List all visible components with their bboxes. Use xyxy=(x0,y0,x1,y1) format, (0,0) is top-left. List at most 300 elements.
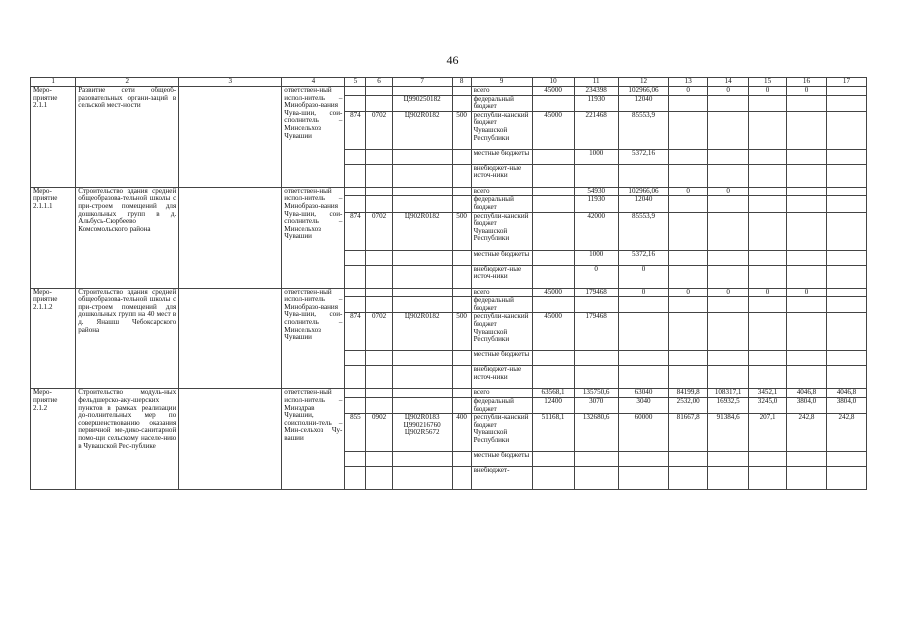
cell-amount xyxy=(749,313,787,351)
event-col3 xyxy=(179,389,282,490)
cell-amount xyxy=(749,164,787,187)
cell-grbs xyxy=(345,250,366,265)
cell-section xyxy=(366,87,392,96)
cell-amount xyxy=(708,164,749,187)
cell-funding-source: внебюджет-ные источ-ники xyxy=(471,265,532,288)
header-row xyxy=(31,78,867,87)
header-cell: 6 xyxy=(366,78,392,87)
cell-amount xyxy=(532,467,574,490)
cell-grbs xyxy=(345,351,366,366)
cell-grbs: 874 xyxy=(345,313,366,351)
cell-amount xyxy=(708,366,749,389)
cell-amount xyxy=(786,212,826,250)
cell-amount xyxy=(826,164,866,187)
cell-target-article xyxy=(392,467,452,490)
cell-section xyxy=(366,467,392,490)
cell-amount: 1000 xyxy=(574,149,618,164)
cell-expense-type xyxy=(452,351,471,366)
cell-target-article xyxy=(392,250,452,265)
cell-amount: 132680,6 xyxy=(574,414,618,452)
cell-grbs xyxy=(345,149,366,164)
cell-amount: 12040 xyxy=(618,95,668,111)
cell-amount: 3804,0 xyxy=(826,397,866,413)
cell-amount xyxy=(669,250,708,265)
cell-amount xyxy=(786,366,826,389)
cell-expense-type xyxy=(452,389,471,398)
cell-amount xyxy=(826,313,866,351)
cell-section: 0702 xyxy=(366,212,392,250)
cell-amount: 179468 xyxy=(574,288,618,297)
cell-amount xyxy=(574,164,618,187)
cell-funding-source: всего xyxy=(471,288,532,297)
cell-target-article xyxy=(392,87,452,96)
cell-target-article xyxy=(392,288,452,297)
cell-grbs xyxy=(345,187,366,196)
page-number: 46 xyxy=(446,53,459,67)
cell-amount xyxy=(786,265,826,288)
cell-target-article: Ц902R0182 xyxy=(392,212,452,250)
cell-amount xyxy=(749,265,787,288)
event-code: Меро-приятие 2.1.1.1 xyxy=(31,187,76,288)
cell-amount: 85553,9 xyxy=(618,212,668,250)
cell-expense-type: 400 xyxy=(452,414,471,452)
cell-funding-source: внебюджет-ные источ-ники xyxy=(471,366,532,389)
cell-target-article: Ц902R0183 Ц990216760 Ц902R5672 xyxy=(392,414,452,452)
cell-amount: 0 xyxy=(786,87,826,96)
cell-amount xyxy=(786,250,826,265)
cell-expense-type: 500 xyxy=(452,313,471,351)
cell-funding-source: федеральный бюджет xyxy=(471,196,532,212)
cell-amount xyxy=(618,467,668,490)
cell-amount xyxy=(708,297,749,313)
cell-amount: 179468 xyxy=(574,313,618,351)
cell-amount: 51168,1 xyxy=(532,414,574,452)
cell-amount xyxy=(786,452,826,467)
cell-amount: 11930 xyxy=(574,196,618,212)
cell-grbs xyxy=(345,389,366,398)
cell-amount xyxy=(574,452,618,467)
cell-expense-type: 500 xyxy=(452,212,471,250)
cell-amount xyxy=(618,351,668,366)
event-col3 xyxy=(179,187,282,288)
cell-amount xyxy=(749,467,787,490)
cell-section xyxy=(366,196,392,212)
cell-amount: 207,1 xyxy=(749,414,787,452)
cell-target-article xyxy=(392,366,452,389)
cell-amount: 0 xyxy=(708,87,749,96)
cell-amount: 4046,8 xyxy=(826,389,866,398)
cell-expense-type xyxy=(452,164,471,187)
event-name: Строительство модуль-ных фельдшерско-аку-шерских пунктов в рамках реализации до-полнительных мер по совершенствованию оказания первичной ме-дико-санитарной помо-щи сельскому населе-нию в Чувашской Рес-публике xyxy=(76,389,179,490)
cell-target-article xyxy=(392,149,452,164)
cell-amount xyxy=(532,351,574,366)
cell-amount xyxy=(749,452,787,467)
header-cell: 12 xyxy=(618,78,668,87)
cell-grbs xyxy=(345,288,366,297)
cell-amount xyxy=(669,467,708,490)
cell-amount: 0 xyxy=(708,187,749,196)
event-code: Меро-приятие 2.1.2 xyxy=(31,389,76,490)
cell-target-article xyxy=(392,452,452,467)
cell-amount xyxy=(532,212,574,250)
cell-amount: 63040 xyxy=(618,389,668,398)
cell-amount xyxy=(574,467,618,490)
table-row xyxy=(31,187,867,196)
cell-amount: 0 xyxy=(618,288,668,297)
cell-funding-source: республи-канский бюджет Чувашской Республики xyxy=(471,212,532,250)
event-name: Строительство здания средней общеобразова-тельной школы с при-строем помещений для дошкольных групп на 40 мест в д. Янашш Чебоксарского района xyxy=(76,288,179,389)
cell-amount xyxy=(826,265,866,288)
cell-amount: 81667,8 xyxy=(669,414,708,452)
cell-amount xyxy=(532,196,574,212)
program-table xyxy=(30,77,867,490)
event-executor: ответствен-ный испол-нитель – Минобразо-вания Чува-шии, сои-сполнитель – Минсельхоз Чувашии xyxy=(282,288,345,389)
cell-amount xyxy=(786,187,826,196)
cell-amount: 45000 xyxy=(532,288,574,297)
cell-section: 0702 xyxy=(366,111,392,149)
cell-amount xyxy=(532,149,574,164)
cell-amount xyxy=(786,196,826,212)
cell-amount xyxy=(532,452,574,467)
cell-amount xyxy=(708,212,749,250)
cell-amount xyxy=(669,366,708,389)
cell-expense-type xyxy=(452,288,471,297)
cell-amount: 3040 xyxy=(618,397,668,413)
cell-amount xyxy=(708,95,749,111)
cell-amount: 234398 xyxy=(574,87,618,96)
cell-amount xyxy=(786,467,826,490)
event-executor: ответствен-ный испол-нитель – Минобразо-вания Чува-шии, сои-сполнитель – Минсельхоз Чувашии xyxy=(282,87,345,188)
cell-amount: 54930 xyxy=(574,187,618,196)
cell-grbs xyxy=(345,265,366,288)
cell-amount xyxy=(786,149,826,164)
cell-expense-type xyxy=(452,250,471,265)
cell-section xyxy=(366,149,392,164)
header-cell: 16 xyxy=(786,78,826,87)
cell-funding-source: федеральный бюджет xyxy=(471,297,532,313)
cell-amount xyxy=(618,297,668,313)
header-cell: 10 xyxy=(532,78,574,87)
cell-grbs xyxy=(345,452,366,467)
cell-amount xyxy=(574,366,618,389)
cell-target-article xyxy=(392,196,452,212)
cell-funding-source: республи-канский бюджет Чувашской Республики xyxy=(471,414,532,452)
cell-amount xyxy=(669,297,708,313)
cell-target-article xyxy=(392,265,452,288)
cell-target-article xyxy=(392,351,452,366)
cell-section xyxy=(366,389,392,398)
cell-amount: 0 xyxy=(786,288,826,297)
cell-amount xyxy=(826,111,866,149)
cell-amount xyxy=(749,250,787,265)
cell-amount xyxy=(786,111,826,149)
cell-amount xyxy=(532,366,574,389)
cell-expense-type xyxy=(452,297,471,313)
cell-amount xyxy=(708,149,749,164)
cell-amount: 3452,1 xyxy=(749,389,787,398)
cell-expense-type xyxy=(452,87,471,96)
cell-amount: 0 xyxy=(574,265,618,288)
header-cell: 13 xyxy=(669,78,708,87)
cell-expense-type xyxy=(452,366,471,389)
cell-target-article: Ц990250182 xyxy=(392,95,452,111)
cell-grbs xyxy=(345,95,366,111)
table-body xyxy=(31,87,867,490)
cell-amount xyxy=(826,187,866,196)
cell-amount xyxy=(669,111,708,149)
cell-amount xyxy=(532,297,574,313)
cell-amount xyxy=(826,288,866,297)
cell-amount xyxy=(618,366,668,389)
cell-amount: 3245,0 xyxy=(749,397,787,413)
cell-amount xyxy=(708,452,749,467)
cell-amount: 0 xyxy=(708,288,749,297)
cell-amount: 242,8 xyxy=(786,414,826,452)
cell-amount xyxy=(669,351,708,366)
cell-amount xyxy=(669,95,708,111)
cell-amount: 45000 xyxy=(532,111,574,149)
header-cell: 8 xyxy=(452,78,471,87)
cell-section xyxy=(366,265,392,288)
cell-grbs xyxy=(345,467,366,490)
cell-amount xyxy=(669,212,708,250)
cell-amount xyxy=(749,196,787,212)
cell-amount xyxy=(669,313,708,351)
cell-amount: 0 xyxy=(669,187,708,196)
cell-expense-type xyxy=(452,196,471,212)
cell-grbs: 874 xyxy=(345,111,366,149)
cell-amount xyxy=(618,452,668,467)
cell-amount: 2532,00 xyxy=(669,397,708,413)
cell-amount: 0 xyxy=(669,87,708,96)
cell-amount xyxy=(826,149,866,164)
cell-amount: 45000 xyxy=(532,87,574,96)
cell-amount xyxy=(708,313,749,351)
cell-amount xyxy=(826,351,866,366)
cell-grbs xyxy=(345,196,366,212)
cell-amount: 3070 xyxy=(574,397,618,413)
cell-amount xyxy=(749,187,787,196)
cell-funding-source: внебюджет-ные источ-ники xyxy=(471,164,532,187)
cell-amount: 16932,5 xyxy=(708,397,749,413)
cell-funding-source: местные бюджеты xyxy=(471,351,532,366)
cell-target-article xyxy=(392,187,452,196)
cell-amount xyxy=(826,95,866,111)
cell-expense-type xyxy=(452,187,471,196)
event-name: Развитие сети общеоб-разовательных органи-заций в сельской мест-ности xyxy=(76,87,179,188)
cell-expense-type xyxy=(452,452,471,467)
table-row xyxy=(31,87,867,96)
cell-funding-source: федеральный бюджет xyxy=(471,397,532,413)
cell-funding-source: всего xyxy=(471,87,532,96)
header-cell: 7 xyxy=(392,78,452,87)
cell-amount xyxy=(669,164,708,187)
cell-amount xyxy=(749,297,787,313)
event-executor: ответствен-ный испол-нитель – Минздрав Чувашии, соисполни-тель – Мин-сельхоз Чу-вашии xyxy=(282,389,345,490)
cell-amount xyxy=(708,265,749,288)
cell-amount: 42000 xyxy=(574,212,618,250)
header-cell: 2 xyxy=(76,78,179,87)
cell-amount: 11930 xyxy=(574,95,618,111)
table-row xyxy=(31,389,867,398)
cell-funding-source: всего xyxy=(471,187,532,196)
cell-funding-source: всего xyxy=(471,389,532,398)
cell-target-article xyxy=(392,389,452,398)
cell-amount xyxy=(708,351,749,366)
cell-grbs xyxy=(345,366,366,389)
cell-amount xyxy=(826,250,866,265)
cell-amount xyxy=(532,164,574,187)
cell-expense-type xyxy=(452,149,471,164)
header-cell: 15 xyxy=(749,78,787,87)
event-name: Строительство здания средней общеобразова-тельной школы с при-строем помещений для дошкольных групп в д. Альбусь-Сюрбеево Комсомольского района xyxy=(76,187,179,288)
cell-section xyxy=(366,250,392,265)
event-code: Меро-приятие 2.1.1.2 xyxy=(31,288,76,389)
cell-amount: 0 xyxy=(669,288,708,297)
header-cell: 1 xyxy=(31,78,76,87)
cell-amount xyxy=(786,164,826,187)
cell-target-article xyxy=(392,397,452,413)
cell-amount xyxy=(708,250,749,265)
cell-funding-source: внебюджет- xyxy=(471,467,532,490)
cell-amount xyxy=(749,212,787,250)
cell-grbs xyxy=(345,397,366,413)
cell-amount xyxy=(618,313,668,351)
cell-amount xyxy=(532,250,574,265)
cell-amount: 12040 xyxy=(618,196,668,212)
cell-amount: 102966,06 xyxy=(618,87,668,96)
cell-funding-source: федеральный бюджет xyxy=(471,95,532,111)
cell-amount: 85553,9 xyxy=(618,111,668,149)
cell-amount xyxy=(786,297,826,313)
cell-amount xyxy=(618,164,668,187)
cell-section xyxy=(366,397,392,413)
header-cell: 4 xyxy=(282,78,345,87)
cell-amount: 63568,1 xyxy=(532,389,574,398)
cell-amount xyxy=(669,452,708,467)
cell-section xyxy=(366,351,392,366)
cell-grbs xyxy=(345,297,366,313)
event-col3 xyxy=(179,288,282,389)
cell-amount xyxy=(749,366,787,389)
cell-section xyxy=(366,452,392,467)
cell-funding-source: республи-канский бюджет Чувашской Республики xyxy=(471,313,532,351)
cell-expense-type xyxy=(452,397,471,413)
header-cell: 17 xyxy=(826,78,866,87)
cell-section xyxy=(366,288,392,297)
cell-amount xyxy=(749,351,787,366)
cell-expense-type xyxy=(452,265,471,288)
cell-target-article xyxy=(392,164,452,187)
cell-amount: 242,8 xyxy=(826,414,866,452)
cell-section: 0902 xyxy=(366,414,392,452)
cell-target-article: Ц902R0182 xyxy=(392,313,452,351)
cell-amount xyxy=(574,351,618,366)
cell-amount xyxy=(669,265,708,288)
header-cell: 11 xyxy=(574,78,618,87)
cell-amount xyxy=(669,149,708,164)
cell-amount xyxy=(708,111,749,149)
cell-amount xyxy=(826,196,866,212)
cell-section xyxy=(366,164,392,187)
cell-amount xyxy=(708,196,749,212)
cell-amount: 4046,8 xyxy=(786,389,826,398)
cell-amount xyxy=(826,467,866,490)
cell-amount: 0 xyxy=(749,288,787,297)
cell-amount: 0 xyxy=(749,87,787,96)
cell-amount xyxy=(749,111,787,149)
cell-amount xyxy=(826,212,866,250)
cell-section: 0702 xyxy=(366,313,392,351)
cell-expense-type: 500 xyxy=(452,111,471,149)
cell-section xyxy=(366,95,392,111)
cell-amount xyxy=(669,196,708,212)
cell-amount: 91384,6 xyxy=(708,414,749,452)
cell-grbs: 855 xyxy=(345,414,366,452)
cell-amount: 5372,16 xyxy=(618,149,668,164)
cell-amount xyxy=(826,87,866,96)
cell-target-article: Ц902R0182 xyxy=(392,111,452,149)
cell-amount xyxy=(532,187,574,196)
cell-amount xyxy=(574,297,618,313)
cell-amount xyxy=(708,467,749,490)
cell-funding-source: местные бюджеты xyxy=(471,250,532,265)
cell-expense-type xyxy=(452,95,471,111)
cell-amount xyxy=(749,149,787,164)
cell-section xyxy=(366,187,392,196)
cell-funding-source: местные бюджеты xyxy=(471,149,532,164)
cell-expense-type xyxy=(452,467,471,490)
cell-section xyxy=(366,366,392,389)
cell-amount: 108317,1 xyxy=(708,389,749,398)
cell-section xyxy=(366,297,392,313)
cell-amount: 5372,16 xyxy=(618,250,668,265)
cell-amount: 102966,06 xyxy=(618,187,668,196)
cell-amount xyxy=(532,95,574,111)
cell-amount: 60000 xyxy=(618,414,668,452)
cell-amount: 12400 xyxy=(532,397,574,413)
cell-amount: 0 xyxy=(618,265,668,288)
cell-amount: 1000 xyxy=(574,250,618,265)
cell-amount xyxy=(826,297,866,313)
cell-amount: 135750,6 xyxy=(574,389,618,398)
header-cell: 3 xyxy=(179,78,282,87)
cell-target-article xyxy=(392,297,452,313)
event-code: Меро-приятие 2.1.1 xyxy=(31,87,76,188)
cell-funding-source: местные бюджеты xyxy=(471,452,532,467)
cell-amount xyxy=(786,351,826,366)
cell-grbs: 874 xyxy=(345,212,366,250)
cell-funding-source: республи-канский бюджет Чувашской Республики xyxy=(471,111,532,149)
cell-grbs xyxy=(345,164,366,187)
cell-amount xyxy=(786,95,826,111)
cell-amount: 3804,0 xyxy=(786,397,826,413)
cell-amount: 221468 xyxy=(574,111,618,149)
cell-amount: 84199,8 xyxy=(669,389,708,398)
header-cell: 9 xyxy=(471,78,532,87)
table-row xyxy=(31,288,867,297)
cell-amount xyxy=(749,95,787,111)
event-executor: ответствен-ный испол-нитель – Минобразо-вания Чува-шии, сои-сполнитель – Минсельхоз Чувашии xyxy=(282,187,345,288)
header-cell: 5 xyxy=(345,78,366,87)
cell-amount xyxy=(826,452,866,467)
event-col3 xyxy=(179,87,282,188)
header-cell: 14 xyxy=(708,78,749,87)
cell-amount xyxy=(826,366,866,389)
cell-amount: 45000 xyxy=(532,313,574,351)
cell-amount xyxy=(786,313,826,351)
cell-grbs xyxy=(345,87,366,96)
